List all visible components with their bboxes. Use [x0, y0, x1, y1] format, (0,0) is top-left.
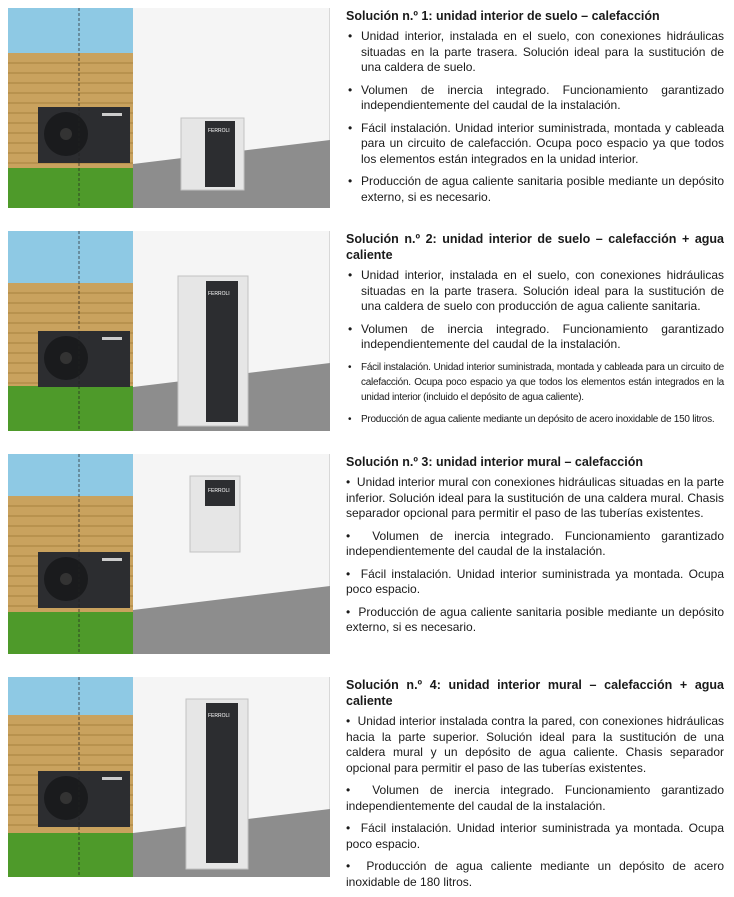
- feature-item: • Volumen de inercia integrado. Funcionamiento garantizado independientemente del caudal de la instalación.: [346, 83, 724, 114]
- unit-brand-logo: FERROLI: [208, 713, 230, 719]
- feature-list-condensed: [346, 360, 724, 427]
- unit-brand-logo: FERROLI: [208, 291, 230, 297]
- feature-item: • Volumen de inercia integrado. Funcionamiento garantizado independientemente del caudal de la instalación.: [346, 783, 724, 814]
- feature-list: [346, 268, 724, 353]
- solution-3: [0, 454, 734, 669]
- solution-2: [0, 231, 734, 446]
- feature-item: • Fácil instalación. Unidad interior suministrada ya montada. Ocupa poco espacio.: [346, 821, 724, 852]
- solution-text-1: [346, 8, 724, 212]
- feature-item: • Fácil instalación. Unidad interior suministrada, montada y cableada para un circuito de calefacción. Ocupa poco espacio ya que todos los elementos están integrados en la unidad interior (incluido el depósito de agua caliente).: [346, 360, 724, 405]
- solution-4: [0, 677, 734, 889]
- solution-title: Solución n.º 3: unidad interior mural – calefacción: [346, 455, 643, 469]
- solution-1: [0, 8, 734, 223]
- solution-text-2: [346, 231, 724, 434]
- feature-item: • Volumen de inercia integrado. Funcionamiento garantizado independientemente del caudal de la instalación.: [346, 322, 724, 353]
- feature-list: [346, 475, 724, 636]
- feature-list: [346, 29, 724, 205]
- feature-item: • Unidad interior mural con conexiones hidráulicas situadas en la parte inferior. Solución ideal para la sustitución de una caldera mural. Chasis separador opcional para permitir el paso de las tuberías existentes.: [346, 475, 724, 522]
- feature-item: • Fácil instalación. Unidad interior suministrada, montada y cableada para un circuito de calefacción. Ocupa poco espacio ya que todos los elementos están integrados en la unidad interior.: [346, 121, 724, 168]
- feature-item: • Producción de agua caliente sanitaria posible mediante un depósito externo, si es necesario.: [346, 174, 724, 205]
- feature-item: • Unidad interior, instalada en el suelo, con conexiones hidráulicas situadas en la parte trasera. Solución ideal para la sustitución de una caldera de suelo con producción de agua caliente sanitaria.: [346, 268, 724, 315]
- feature-list: [346, 714, 724, 890]
- feature-item: • Unidad interior instalada contra la pared, con conexiones hidráulicas hacia la parte superior. Solución ideal para la sustitución de una caldera mural y un depósito de agua caliente. Chasis separador opcional para permitir el paso de las tuberías existentes.: [346, 714, 724, 776]
- feature-item: • Fácil instalación. Unidad interior suministrada ya montada. Ocupa poco espacio.: [346, 567, 724, 598]
- feature-item: • Producción de agua caliente sanitaria posible mediante un depósito externo, si es necesario.: [346, 605, 724, 636]
- solution-text-4: [346, 677, 724, 897]
- installation-illustration-3: [8, 454, 330, 654]
- installation-illustration-2: [8, 231, 330, 431]
- feature-item: • Producción de agua caliente mediante un depósito de acero inoxidable de 150 litros.: [346, 412, 724, 427]
- installation-illustration-4: [8, 677, 330, 877]
- solution-text-3: [346, 454, 724, 643]
- feature-item: • Producción de agua caliente mediante un depósito de acero inoxidable de 180 litros.: [346, 859, 724, 890]
- solution-title: Solución n.º 1: unidad interior de suelo – calefacción: [346, 9, 660, 23]
- installation-illustration-1: [8, 8, 330, 208]
- solution-title: Solución n.º 2: unidad interior de suelo – calefacción + agua caliente: [346, 232, 724, 262]
- solution-title: Solución n.º 4: unidad interior mural – calefacción + agua caliente: [346, 678, 724, 708]
- feature-item: • Volumen de inercia integrado. Funcionamiento garantizado independientemente del caudal de la instalación.: [346, 529, 724, 560]
- unit-brand-logo: FERROLI: [208, 488, 230, 494]
- unit-brand-logo: FERROLI: [208, 128, 230, 134]
- feature-item: • Unidad interior, instalada en el suelo, con conexiones hidráulicas situadas en la parte trasera. Solución ideal para la sustitución de una caldera de suelo.: [346, 29, 724, 76]
